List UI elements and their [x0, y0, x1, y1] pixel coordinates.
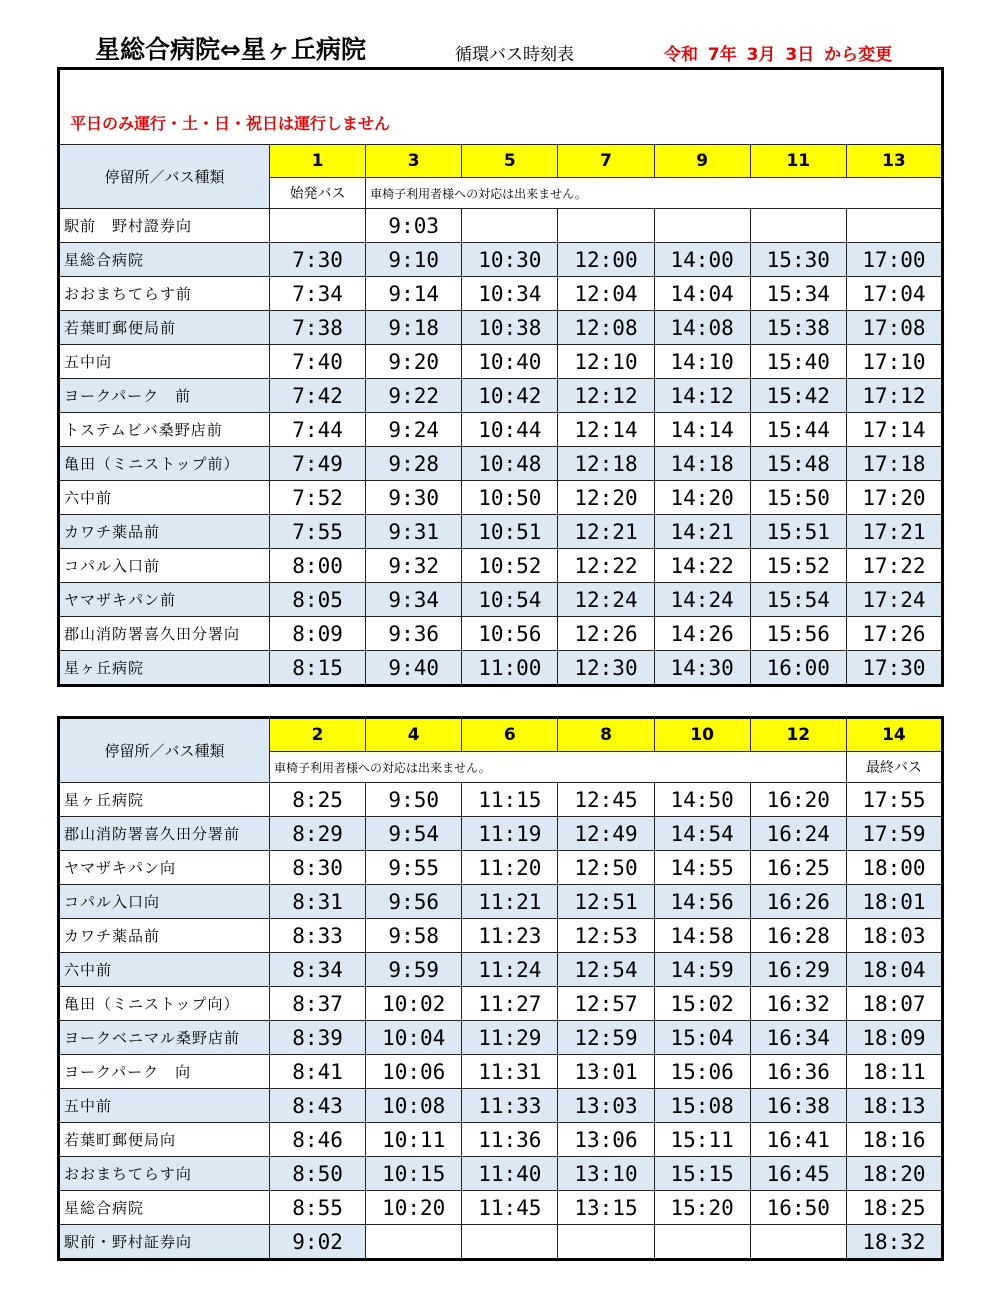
- departure-time: 15:52: [750, 549, 846, 583]
- departure-time: 14:56: [654, 885, 750, 919]
- departure-time: 12:24: [558, 583, 654, 617]
- departure-time: [366, 1225, 462, 1260]
- table-row: [59, 379, 943, 413]
- departure-time: 7:30: [270, 243, 366, 277]
- stop-name: コパル入口向: [59, 885, 270, 919]
- departure-time: [462, 1225, 558, 1260]
- table-row: [59, 209, 943, 243]
- stop-name: トステムビバ桑野店前: [59, 413, 270, 447]
- departure-time: [846, 209, 942, 243]
- bus-number: 4: [366, 718, 462, 752]
- departure-time: 7:52: [270, 481, 366, 515]
- page-title: 星総合病院⇔星ヶ丘病院: [95, 35, 366, 64]
- departure-time: 8:00: [270, 549, 366, 583]
- departure-time: 8:46: [270, 1123, 366, 1157]
- stop-name: 六中前: [59, 953, 270, 987]
- departure-time: 12:12: [558, 379, 654, 413]
- departure-time: 16:34: [750, 1021, 846, 1055]
- departure-time: 9:36: [366, 617, 462, 651]
- departure-time: 15:48: [750, 447, 846, 481]
- stop-name: 若葉町郵便局向: [59, 1123, 270, 1157]
- departure-time: 11:21: [462, 885, 558, 919]
- departure-time: 17:14: [846, 413, 942, 447]
- wheelchair-note: 車椅子利用者様への対応は出来ません。: [366, 178, 943, 209]
- stop-name: 郡山消防署喜久田分署前: [59, 817, 270, 851]
- departure-time: 12:14: [558, 413, 654, 447]
- departure-time: 10:54: [462, 583, 558, 617]
- stop-name: 星総合病院: [59, 243, 270, 277]
- stop-name: 六中前: [59, 481, 270, 515]
- page-subtitle: 循環バス時刻表: [455, 45, 574, 65]
- table-row: [59, 783, 943, 817]
- stop-name: ヤマザキパン前: [59, 583, 270, 617]
- departure-time: 18:13: [846, 1089, 942, 1123]
- departure-time: 10:20: [366, 1191, 462, 1225]
- departure-time: 16:36: [750, 1055, 846, 1089]
- departure-time: 11:40: [462, 1157, 558, 1191]
- departure-time: 12:21: [558, 515, 654, 549]
- bus-number: 7: [558, 145, 654, 178]
- stop-name: 星総合病院: [59, 1191, 270, 1225]
- table-row: [59, 515, 943, 549]
- departure-time: [654, 1225, 750, 1260]
- departure-time: 11:23: [462, 919, 558, 953]
- stop-name: 星ヶ丘病院: [59, 783, 270, 817]
- departure-time: 8:09: [270, 617, 366, 651]
- departure-time: 15:20: [654, 1191, 750, 1225]
- departure-time: 17:08: [846, 311, 942, 345]
- departure-time: 7:55: [270, 515, 366, 549]
- stop-name: おおまちてらす向: [59, 1157, 270, 1191]
- departure-time: 12:26: [558, 617, 654, 651]
- departure-time: 13:03: [558, 1089, 654, 1123]
- departure-time: 17:18: [846, 447, 942, 481]
- bus-number: 12: [750, 718, 846, 752]
- stop-name: 亀田（ミニストップ向）: [59, 987, 270, 1021]
- departure-time: 16:29: [750, 953, 846, 987]
- departure-time: 16:28: [750, 919, 846, 953]
- departure-time: 9:55: [366, 851, 462, 885]
- departure-time: 8:33: [270, 919, 366, 953]
- departure-time: 8:50: [270, 1157, 366, 1191]
- departure-time: 14:22: [654, 549, 750, 583]
- departure-time: 16:26: [750, 885, 846, 919]
- departure-time: 8:29: [270, 817, 366, 851]
- departure-time: 14:26: [654, 617, 750, 651]
- departure-time: 8:41: [270, 1055, 366, 1089]
- departure-time: 9:10: [366, 243, 462, 277]
- table-row: [59, 447, 943, 481]
- departure-time: 9:24: [366, 413, 462, 447]
- departure-time: 15:42: [750, 379, 846, 413]
- departure-time: 9:58: [366, 919, 462, 953]
- departure-time: 18:07: [846, 987, 942, 1021]
- departure-time: 8:39: [270, 1021, 366, 1055]
- departure-time: 15:51: [750, 515, 846, 549]
- departure-time: 8:05: [270, 583, 366, 617]
- departure-time: 12:45: [558, 783, 654, 817]
- departure-time: 14:08: [654, 311, 750, 345]
- departure-time: 14:04: [654, 277, 750, 311]
- departure-time: 16:24: [750, 817, 846, 851]
- change-date-note: 令和 7年 3月 3日 から変更: [664, 45, 893, 65]
- departure-time: 15:44: [750, 413, 846, 447]
- departure-time: 9:02: [270, 1225, 366, 1260]
- stop-name: ヨークパーク 向: [59, 1055, 270, 1089]
- departure-time: 9:32: [366, 549, 462, 583]
- table-row: [59, 1021, 943, 1055]
- stop-name: 五中前: [59, 1089, 270, 1123]
- first-bus-label: 始発バス: [270, 178, 366, 209]
- bus-number: 10: [654, 718, 750, 752]
- departure-time: 15:38: [750, 311, 846, 345]
- departure-time: 14:54: [654, 817, 750, 851]
- table-row: [59, 345, 943, 379]
- departure-time: 12:08: [558, 311, 654, 345]
- bus-number: 14: [846, 718, 942, 752]
- departure-time: 17:10: [846, 345, 942, 379]
- bus-number: 8: [558, 718, 654, 752]
- departure-time: 11:33: [462, 1089, 558, 1123]
- departure-time: 13:10: [558, 1157, 654, 1191]
- departure-time: 9:03: [366, 209, 462, 243]
- departure-time: 12:50: [558, 851, 654, 885]
- departure-time: [750, 209, 846, 243]
- departure-time: 16:20: [750, 783, 846, 817]
- bus-number: 3: [366, 145, 462, 178]
- table-row: [59, 817, 943, 851]
- departure-time: 9:56: [366, 885, 462, 919]
- bus-number: 5: [462, 145, 558, 178]
- departure-time: 12:22: [558, 549, 654, 583]
- departure-time: 16:45: [750, 1157, 846, 1191]
- departure-time: 9:30: [366, 481, 462, 515]
- departure-time: 14:21: [654, 515, 750, 549]
- departure-time: 14:10: [654, 345, 750, 379]
- departure-time: 8:55: [270, 1191, 366, 1225]
- departure-time: 12:51: [558, 885, 654, 919]
- departure-time: 10:38: [462, 311, 558, 345]
- departure-time: 10:04: [366, 1021, 462, 1055]
- wheelchair-note: 車椅子利用者様への対応は出来ません。: [270, 752, 847, 783]
- departure-time: 12:20: [558, 481, 654, 515]
- departure-time: 9:18: [366, 311, 462, 345]
- departure-time: 8:31: [270, 885, 366, 919]
- departure-time: 17:04: [846, 277, 942, 311]
- departure-time: 17:59: [846, 817, 942, 851]
- departure-time: 12:49: [558, 817, 654, 851]
- departure-time: 17:20: [846, 481, 942, 515]
- stop-name: ヨークベニマル桑野店前: [59, 1021, 270, 1055]
- departure-time: [558, 209, 654, 243]
- departure-time: 12:54: [558, 953, 654, 987]
- departure-time: 18:03: [846, 919, 942, 953]
- stop-name: 若葉町郵便局前: [59, 311, 270, 345]
- departure-time: [462, 209, 558, 243]
- departure-time: 18:16: [846, 1123, 942, 1157]
- departure-time: 18:00: [846, 851, 942, 885]
- departure-time: 8:37: [270, 987, 366, 1021]
- departure-time: 18:32: [846, 1225, 942, 1260]
- departure-time: 14:18: [654, 447, 750, 481]
- table-row: [59, 311, 943, 345]
- departure-time: 9:54: [366, 817, 462, 851]
- departure-time: 7:42: [270, 379, 366, 413]
- departure-time: 10:08: [366, 1089, 462, 1123]
- departure-time: 12:30: [558, 651, 654, 686]
- table-row: [59, 953, 943, 987]
- departure-time: 15:54: [750, 583, 846, 617]
- departure-time: 9:28: [366, 447, 462, 481]
- table-row: [59, 1191, 943, 1225]
- departure-time: 10:02: [366, 987, 462, 1021]
- departure-time: 9:34: [366, 583, 462, 617]
- departure-time: 18:20: [846, 1157, 942, 1191]
- departure-time: 16:00: [750, 651, 846, 686]
- departure-time: 11:36: [462, 1123, 558, 1157]
- departure-time: 18:09: [846, 1021, 942, 1055]
- departure-time: 14:12: [654, 379, 750, 413]
- departure-time: 17:26: [846, 617, 942, 651]
- departure-time: 14:20: [654, 481, 750, 515]
- departure-time: 15:56: [750, 617, 846, 651]
- return-timetable: [57, 716, 944, 1261]
- departure-time: 7:34: [270, 277, 366, 311]
- stop-name: コパル入口前: [59, 549, 270, 583]
- departure-time: 10:51: [462, 515, 558, 549]
- departure-time: 13:15: [558, 1191, 654, 1225]
- bus-number: 11: [750, 145, 846, 178]
- departure-time: 14:30: [654, 651, 750, 686]
- stop-bus-type-header: 停留所／バス種類: [59, 145, 270, 209]
- table-row: [59, 583, 943, 617]
- table-row: [59, 651, 943, 686]
- stop-name: ヨークパーク 前: [59, 379, 270, 413]
- departure-time: 14:50: [654, 783, 750, 817]
- table-row: [59, 413, 943, 447]
- bus-number: 9: [654, 145, 750, 178]
- departure-time: 16:50: [750, 1191, 846, 1225]
- departure-time: 18:25: [846, 1191, 942, 1225]
- departure-time: 16:41: [750, 1123, 846, 1157]
- departure-time: 8:15: [270, 651, 366, 686]
- departure-time: 10:42: [462, 379, 558, 413]
- departure-time: 14:58: [654, 919, 750, 953]
- departure-time: 18:04: [846, 953, 942, 987]
- departure-time: 9:50: [366, 783, 462, 817]
- stop-name: カワチ薬品前: [59, 515, 270, 549]
- departure-time: 10:52: [462, 549, 558, 583]
- stop-name: 五中向: [59, 345, 270, 379]
- departure-time: 10:56: [462, 617, 558, 651]
- table-row: [59, 1123, 943, 1157]
- departure-time: 17:00: [846, 243, 942, 277]
- departure-time: 7:44: [270, 413, 366, 447]
- departure-time: 15:34: [750, 277, 846, 311]
- departure-time: 15:11: [654, 1123, 750, 1157]
- departure-time: 10:44: [462, 413, 558, 447]
- departure-time: 15:30: [750, 243, 846, 277]
- table-row: [59, 243, 943, 277]
- departure-time: 17:30: [846, 651, 942, 686]
- departure-time: 15:50: [750, 481, 846, 515]
- departure-time: 11:31: [462, 1055, 558, 1089]
- departure-time: 11:00: [462, 651, 558, 686]
- departure-time: 11:45: [462, 1191, 558, 1225]
- stop-name: カワチ薬品前: [59, 919, 270, 953]
- departure-time: 9:40: [366, 651, 462, 686]
- stop-name: ヤマザキパン向: [59, 851, 270, 885]
- departure-time: 17:24: [846, 583, 942, 617]
- stop-name: 郡山消防署喜久田分署向: [59, 617, 270, 651]
- table-row: [59, 481, 943, 515]
- departure-time: 9:59: [366, 953, 462, 987]
- departure-time: 15:02: [654, 987, 750, 1021]
- departure-time: 10:40: [462, 345, 558, 379]
- departure-time: [750, 1225, 846, 1260]
- table-row: [59, 1089, 943, 1123]
- departure-time: 10:11: [366, 1123, 462, 1157]
- departure-time: 15:15: [654, 1157, 750, 1191]
- bus-number: 1: [270, 145, 366, 178]
- departure-time: 10:15: [366, 1157, 462, 1191]
- departure-time: 15:04: [654, 1021, 750, 1055]
- departure-time: 12:53: [558, 919, 654, 953]
- table-row: [59, 987, 943, 1021]
- stop-name: 駅前 野村證券向: [59, 209, 270, 243]
- departure-time: 18:11: [846, 1055, 942, 1089]
- departure-time: 16:38: [750, 1089, 846, 1123]
- departure-time: 12:00: [558, 243, 654, 277]
- outbound-timetable: [57, 67, 944, 687]
- departure-time: [558, 1225, 654, 1260]
- operation-notice: 平日のみ運行・土・日・祝日は運行しません: [59, 69, 943, 145]
- departure-time: 14:55: [654, 851, 750, 885]
- bus-number: 13: [846, 145, 942, 178]
- departure-time: 11:19: [462, 817, 558, 851]
- stop-name: 星ヶ丘病院: [59, 651, 270, 686]
- departure-time: 16:25: [750, 851, 846, 885]
- departure-time: 9:20: [366, 345, 462, 379]
- stop-name: 駅前・野村証券向: [59, 1225, 270, 1260]
- table-row: [59, 277, 943, 311]
- table-row: [59, 617, 943, 651]
- departure-time: 17:21: [846, 515, 942, 549]
- departure-time: 10:06: [366, 1055, 462, 1089]
- departure-time: 8:43: [270, 1089, 366, 1123]
- departure-time: 17:22: [846, 549, 942, 583]
- departure-time: 15:40: [750, 345, 846, 379]
- departure-time: 9:14: [366, 277, 462, 311]
- departure-time: 10:50: [462, 481, 558, 515]
- table-row: [59, 549, 943, 583]
- table-row: [59, 851, 943, 885]
- departure-time: 7:38: [270, 311, 366, 345]
- departure-time: 10:48: [462, 447, 558, 481]
- departure-time: 10:34: [462, 277, 558, 311]
- departure-time: 13:06: [558, 1123, 654, 1157]
- table-row: [59, 1157, 943, 1191]
- last-bus-label: 最終バス: [846, 752, 942, 783]
- departure-time: 11:27: [462, 987, 558, 1021]
- departure-time: 12:57: [558, 987, 654, 1021]
- departure-time: 11:29: [462, 1021, 558, 1055]
- departure-time: 12:04: [558, 277, 654, 311]
- table-row: [59, 885, 943, 919]
- departure-time: 10:30: [462, 243, 558, 277]
- departure-time: 9:31: [366, 515, 462, 549]
- departure-time: 14:14: [654, 413, 750, 447]
- stop-bus-type-header: 停留所／バス種類: [59, 718, 270, 783]
- table-row: [59, 1225, 943, 1260]
- departure-time: 15:08: [654, 1089, 750, 1123]
- departure-time: 11:15: [462, 783, 558, 817]
- departure-time: 17:12: [846, 379, 942, 413]
- table-row: [59, 919, 943, 953]
- departure-time: [270, 209, 366, 243]
- departure-time: 7:49: [270, 447, 366, 481]
- departure-time: 12:18: [558, 447, 654, 481]
- departure-time: 18:01: [846, 885, 942, 919]
- departure-time: 14:59: [654, 953, 750, 987]
- departure-time: 12:10: [558, 345, 654, 379]
- departure-time: 8:30: [270, 851, 366, 885]
- departure-time: 13:01: [558, 1055, 654, 1089]
- departure-time: 14:24: [654, 583, 750, 617]
- departure-time: 11:24: [462, 953, 558, 987]
- departure-time: 9:22: [366, 379, 462, 413]
- departure-time: [654, 209, 750, 243]
- departure-time: 7:40: [270, 345, 366, 379]
- departure-time: 8:25: [270, 783, 366, 817]
- departure-time: 8:34: [270, 953, 366, 987]
- stop-name: おおまちてらす前: [59, 277, 270, 311]
- departure-time: 16:32: [750, 987, 846, 1021]
- departure-time: 15:06: [654, 1055, 750, 1089]
- departure-time: 17:55: [846, 783, 942, 817]
- departure-time: 14:00: [654, 243, 750, 277]
- departure-time: 12:59: [558, 1021, 654, 1055]
- stop-name: 亀田（ミニストップ前）: [59, 447, 270, 481]
- departure-time: 11:20: [462, 851, 558, 885]
- bus-number: 2: [270, 718, 366, 752]
- table-row: [59, 1055, 943, 1089]
- bus-number: 6: [462, 718, 558, 752]
